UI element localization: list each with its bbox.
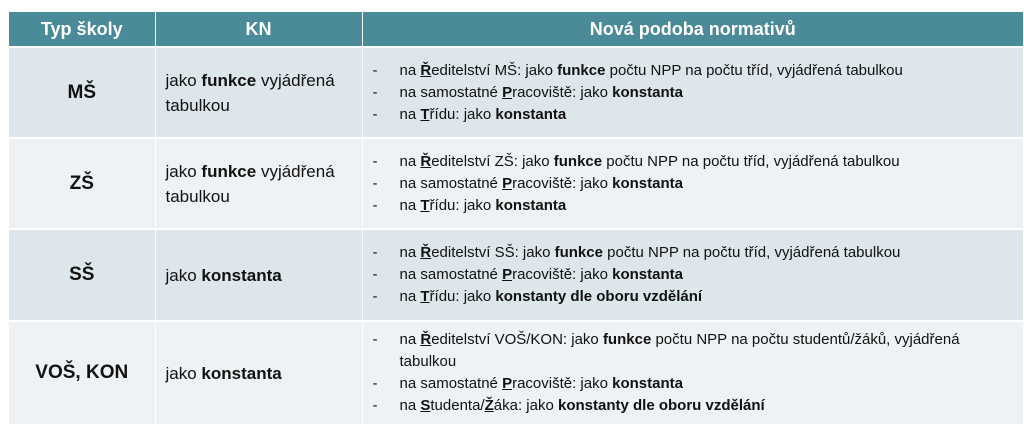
list-item (373, 264, 1014, 286)
text-run: na samostatné (399, 83, 503, 101)
text-run: počtu NPP na počtu tříd, vyjádřená tabulkou (602, 244, 901, 261)
text-run: vyjádřená tabulkou (165, 70, 335, 115)
text-run: na (399, 105, 421, 123)
bold-text: funkce (602, 331, 652, 348)
kn-cell (155, 229, 362, 321)
bold-text: konstanta (612, 83, 683, 101)
text-run: vyjádřená tabulkou (165, 161, 335, 206)
text-run: na samostatné (399, 375, 503, 392)
underlined-initial: Ř (420, 61, 432, 79)
table-row (9, 47, 1023, 138)
list-item (373, 242, 1014, 264)
header-kn: KN (155, 12, 362, 47)
text-run: editelství MŠ: jako (431, 61, 558, 79)
bold-text: funkce (554, 244, 603, 261)
text-run: áka: jako (493, 397, 558, 414)
normatives-table (9, 12, 1023, 426)
text-run: tudenta/ (430, 397, 485, 414)
text-run: racoviště: jako (512, 266, 613, 283)
normative-list (373, 151, 1014, 217)
text-run: na samostatné (399, 174, 503, 192)
underlined-initial: T (420, 105, 430, 123)
underlined-initial: P (502, 375, 513, 392)
list-item (373, 60, 1014, 82)
text-run: na (399, 288, 421, 305)
underlined-initial: P (502, 266, 513, 283)
text-run: editelství ZŠ: jako (431, 152, 554, 170)
text-run: řídu: jako (429, 196, 496, 214)
list-item (373, 395, 1014, 417)
bold-text: konstanty dle oboru vzdělání (495, 288, 703, 305)
kn-cell (155, 47, 362, 138)
text-run: racoviště: jako (512, 83, 613, 101)
underlined-initial: T (420, 288, 430, 305)
text-run: na (399, 61, 421, 79)
bold-text: konstanta (201, 363, 282, 383)
normative-list (373, 60, 1014, 126)
text-run: editelství VOŠ/KON: jako (431, 331, 603, 348)
normative-cell (362, 138, 1023, 229)
bold-text: funkce (201, 161, 257, 181)
bold-text: konstanta (201, 265, 282, 285)
text-run: na (399, 397, 421, 414)
bold-text: konstanta (612, 375, 683, 392)
text-run: počtu NPP na počtu tříd, vyjádřená tabulkou (605, 61, 903, 79)
table-row (9, 229, 1023, 321)
normative-list (373, 329, 1014, 417)
text-run: řídu: jako (429, 105, 496, 123)
school-type-cell: VOŠ, KON (9, 321, 155, 425)
normative-list (373, 242, 1014, 308)
text-run: jako (165, 265, 202, 285)
text-run: na samostatné (399, 266, 503, 283)
text-run: počtu NPP na počtu tříd, vyjádřená tabulkou (602, 152, 900, 170)
header-new-normatives: Nová podoba normativů (362, 12, 1023, 47)
list-item (373, 329, 1014, 373)
list-item (373, 104, 1014, 126)
school-type-cell: MŠ (9, 47, 155, 138)
list-item (373, 195, 1014, 217)
list-item (373, 286, 1014, 308)
list-item (373, 82, 1014, 104)
text-run: racoviště: jako (512, 174, 613, 192)
text-run: editelství SŠ: jako (431, 244, 555, 261)
text-run: na (399, 152, 421, 170)
bold-text: konstanta (495, 196, 567, 214)
list-item (373, 173, 1014, 195)
text-run: jako (165, 363, 202, 383)
list-item (373, 151, 1014, 173)
bold-text: funkce (557, 61, 606, 79)
table-row (9, 138, 1023, 229)
text-run: na (399, 331, 421, 348)
underlined-initial: P (502, 83, 513, 101)
normative-cell (362, 321, 1023, 425)
header-school-type: Typ školy (9, 12, 155, 47)
normatives-table-container (9, 12, 1023, 426)
bold-text: funkce (201, 70, 257, 90)
normative-cell (362, 47, 1023, 138)
table-row (9, 321, 1023, 425)
normative-cell (362, 229, 1023, 321)
text-run: jako (165, 70, 202, 90)
underlined-initial: Ž (484, 397, 494, 414)
text-run: jako (165, 161, 202, 181)
bold-text: konstanta (612, 266, 683, 283)
underlined-initial: S (420, 397, 431, 414)
underlined-initial: Ř (420, 152, 432, 170)
list-item (373, 373, 1014, 395)
school-type-cell: ZŠ (9, 138, 155, 229)
bold-text: funkce (553, 152, 603, 170)
underlined-initial: Ř (420, 331, 432, 348)
underlined-initial: Ř (420, 244, 432, 261)
kn-cell (155, 138, 362, 229)
text-run: na (399, 196, 421, 214)
text-run: řídu: jako (429, 288, 496, 305)
underlined-initial: T (420, 196, 430, 214)
school-type-cell: SŠ (9, 229, 155, 321)
table-header-row (9, 12, 1023, 47)
text-run: racoviště: jako (512, 375, 613, 392)
text-run: počtu NPP na počtu studentů/žáků, vyjádřená tabulkou (399, 331, 960, 370)
bold-text: konstanta (495, 105, 567, 123)
bold-text: konstanty dle oboru vzdělání (557, 397, 765, 414)
underlined-initial: P (502, 174, 513, 192)
bold-text: konstanta (612, 174, 683, 192)
kn-cell (155, 321, 362, 425)
text-run: na (399, 244, 421, 261)
